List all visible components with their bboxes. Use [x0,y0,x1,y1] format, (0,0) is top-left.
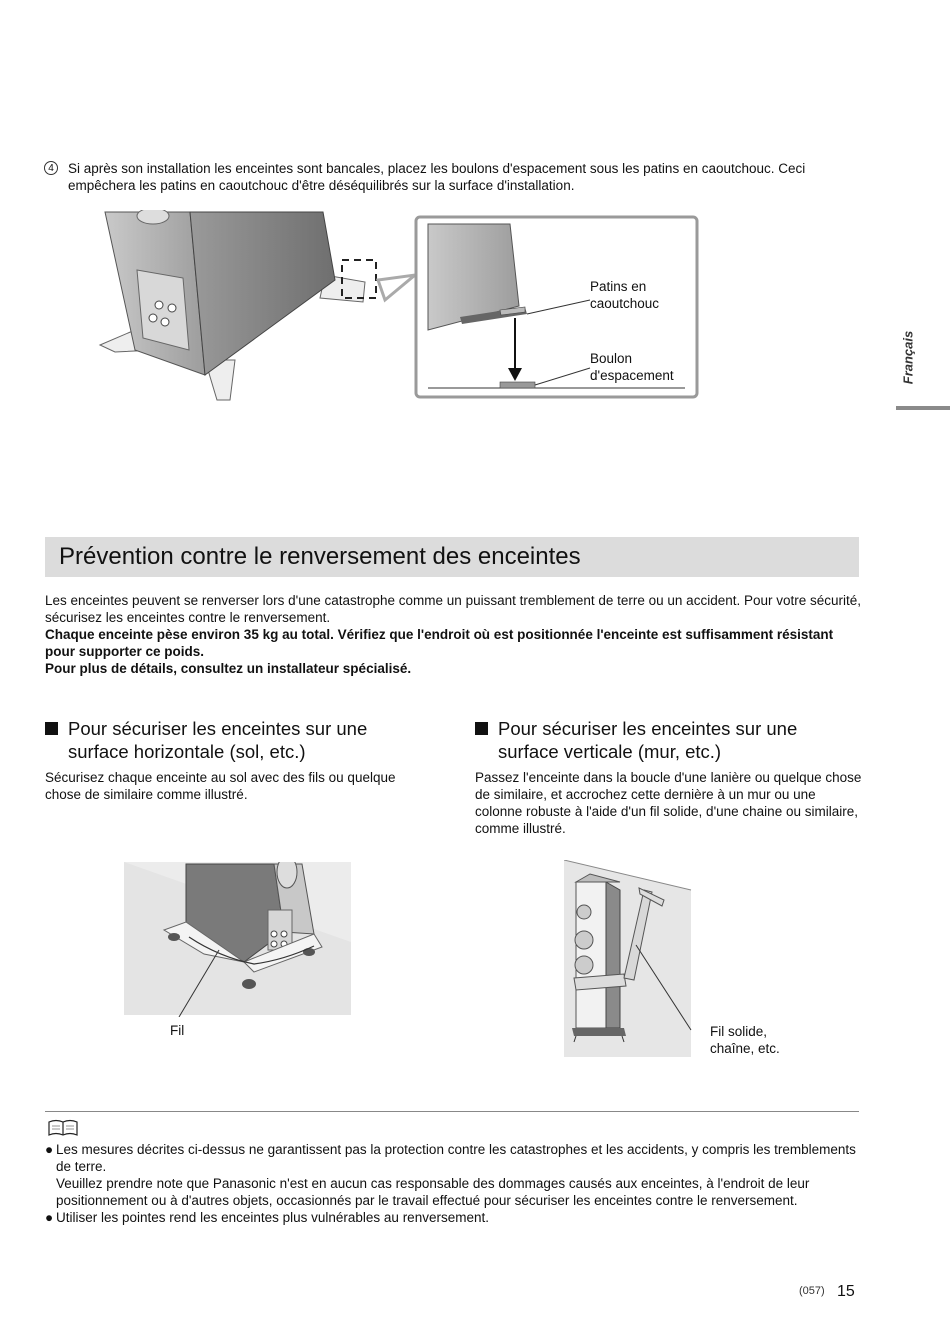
left-heading-line2: surface horizontale (sol, etc.) [68,741,306,762]
square-bullet-icon [45,722,58,735]
language-tab-label: Français [900,330,916,385]
floor-fixing-illustration [124,862,354,1017]
notes [45,1141,865,1226]
right-heading-text [498,717,797,763]
right-heading-line1: Pour sécuriser les enceintes sur une [498,718,798,739]
label-spacer-bolt [590,350,674,384]
label-wire: Fil [170,1023,185,1038]
note-item-2-text: Utiliser les pointes rend les enceintes plus vulnérables au renversement. [56,1210,489,1225]
section-title: Prévention contre le renversement des enceintes [59,543,581,570]
label-rubber-pads-line1: Patins en [590,279,647,294]
step-number: 4 [44,161,58,175]
right-heading [475,717,875,767]
square-bullet-icon [475,722,488,735]
left-body: Sécurisez chaque enceinte au sol avec des fils ou quelque chose de similaire comme illustré. [45,770,396,802]
label-solid-wire-line1: Fil solide, [710,1024,768,1039]
label-solid-wire [710,1023,780,1057]
label-spacer-bolt-line1: Boulon [590,351,633,366]
page-number: 15 [837,1283,855,1300]
doc-code: (057) [799,1285,825,1297]
left-heading-text [68,717,367,763]
left-heading-line1: Pour sécuriser les enceintes sur une [68,718,368,739]
book-icon [47,1119,79,1137]
note-item-2 [45,1209,865,1226]
bullet-icon: ● [45,1210,54,1225]
section-intro [45,592,865,677]
weight-warning: Chaque enceinte pèse environ 35 kg au total. Vérifiez que l'endroit où est positionnée l'enceinte est suffisamment résistant pour supporter ce poids. [45,627,834,659]
note-item-1 [45,1141,865,1209]
section-header [45,537,859,577]
intro-text: Les enceintes peuvent se renverser lors d'une catastrophe comme un puissant tremblement de terre ou un accident. Pour votre sécurité, sécurisez les enceintes contre le renversement. [45,593,862,625]
step-text: Si après son installation les enceintes sont bancales, placez les boulons d'espacement sous les patins en caoutchouc. Ceci empêchera les patins en caoutchouc d'être déséquilibrés sur la surface d'installation. [68,161,806,193]
right-heading-line2: surface verticale (mur, etc.) [498,741,722,762]
right-body: Passez l'enceinte dans la boucle d'une lanière ou quelque chose de similaire, et accrochez cette dernière à un mur ou une colonne robuste à l'aide d'un fil solide, d'une chaine ou similaire, comme illustré. [475,770,862,836]
label-rubber-pads-line2: caoutchouc [590,296,660,311]
label-spacer-bolt-line2: d'espacement [590,368,674,383]
notes-divider [45,1111,859,1112]
label-solid-wire-line2: chaîne, etc. [710,1041,780,1056]
left-heading [45,717,445,767]
wall-fixing-illustration [564,860,694,1060]
language-tab-bar [896,406,950,410]
label-rubber-pads [590,278,659,312]
note-item-1-text: Les mesures décrites ci-dessus ne garantissent pas la protection contre les catastrophes et les accidents, y compris les tremblements de terre. [56,1142,856,1174]
bullet-icon: ● [45,1142,54,1157]
note-item-1-extra: Veuillez prendre note que Panasonic n'est en aucun cas responsable des dommages causés aux enceintes, à l'endroit de leur positionnement ou à d'autres objets, occasionnés par le travail effectué pour sécuriser les enceintes contre le renversement. [56,1176,810,1208]
page-footer [795,1283,865,1303]
language-tab [898,315,918,405]
installer-advice: Pour plus de détails, consultez un installateur spécialisé. [45,661,412,676]
